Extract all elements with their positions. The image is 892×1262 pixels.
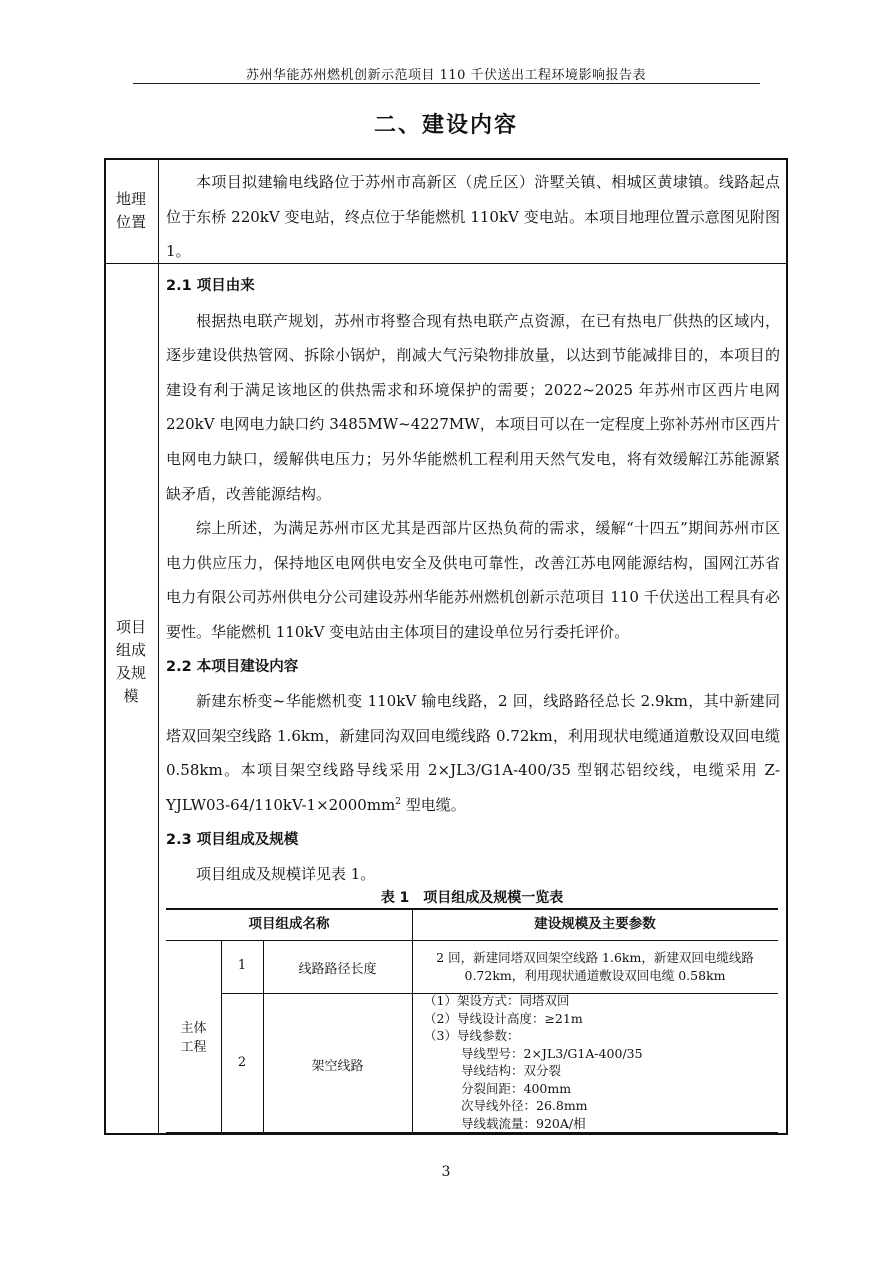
construction-text: 新建东桥变~华能燃机变 110kV 输电线路，2 回，线路路径总长 2.9km，其中新建同塔双回架空线路 1.6km，新建同沟双回电缆线路 0.72km，利用现状电缆通道敷设双回电缆 0.58km。本项目架空线路导线采用 2×JL3/G1A-400/35 型钢芯铝绞线，电缆采用 Z-YJLW03-64/110kV-1×2000mm bbox=[166, 692, 780, 814]
construction-text-tail: 型电缆。 bbox=[401, 795, 466, 814]
table-group-cell bbox=[166, 1019, 221, 1057]
geo-label-line: 位置 bbox=[115, 213, 146, 231]
table-bottom-rule bbox=[166, 1132, 778, 1133]
table-header-params: 建设规模及主要参数 bbox=[534, 916, 656, 932]
page-number: 3 bbox=[441, 1164, 451, 1180]
composition-label bbox=[104, 616, 158, 708]
composition-label-line: 模 bbox=[123, 687, 139, 705]
table-caption: 表 1 项目组成及规模一览表 bbox=[380, 890, 564, 906]
row-1-detail-line: 0.72km，利用现状通道敷设双回电缆 0.58km bbox=[464, 967, 726, 983]
row-1-detail-line: 2 回，新建同塔双回架空线路 1.6km，新建双回电缆线路 bbox=[436, 950, 754, 965]
label-column-separator bbox=[158, 158, 159, 1135]
paragraph-table-ref: 项目组成及规模详见表 1。 bbox=[196, 865, 376, 884]
row-2-detail-line: 导线型号：2×JL3/G1A-400/35 bbox=[461, 1045, 643, 1061]
geo-text-block bbox=[166, 165, 780, 269]
geo-paragraph: 本项目拟建输电线路位于苏州市高新区（虎丘区）浒墅关镇、相城区黄埭镇。线路起点位于东桥 220kV 变电站，终点位于华能燃机 110kV 变电站。本项目地理位置示意图见附图 1。 bbox=[166, 173, 780, 261]
geo-label bbox=[104, 188, 158, 234]
group-line: 主体 bbox=[180, 1021, 207, 1036]
table-header-name: 项目组成名称 bbox=[248, 916, 330, 932]
paragraph-origin: 根据热电联产规划，苏州市将整合现有热电联产点资源，在已有热电厂供热的区域内，逐步建设供热管网、拆除小锅炉，削减大气污染物排放量，以达到节能减排目的，本项目的建设有利于满足该地区的供热需求和环境保护的需要；2022~2025 年苏州市区西片电网 220kV 电网电力缺口约 3485MW~4227MW，本项目可以在一定程度上弥补苏州市区西片电网电力缺口，缓解供电压力；另外华能燃机工程利用天然气发电，将有效缓解江苏能源紧缺矛盾，改善能源结构。 bbox=[166, 311, 780, 503]
composition-label-line: 项目 bbox=[115, 618, 146, 636]
row-2-detail-line: 分裂间距：400mm bbox=[461, 1080, 572, 1096]
geo-label-line: 地理 bbox=[115, 190, 146, 208]
row-2-detail-line: 导线结构：双分裂 bbox=[461, 1063, 562, 1078]
row-2-number: 2 bbox=[237, 1055, 247, 1070]
composition-text-block bbox=[166, 269, 780, 892]
superscript-2: 2 bbox=[395, 796, 401, 807]
table-vline-detail bbox=[412, 908, 413, 1132]
row-2-detail-line: 导线载流量：920A/相 bbox=[461, 1115, 586, 1131]
row-2-detail bbox=[424, 992, 774, 1132]
row-1-name: 线路路径长度 bbox=[298, 962, 377, 977]
table-header-rule bbox=[166, 940, 778, 941]
heading-2-2: 2.2 本项目建设内容 bbox=[166, 658, 299, 675]
heading-2-3: 2.3 项目组成及规模 bbox=[166, 831, 299, 848]
row-2-detail-line: （3）导线参数： bbox=[424, 1028, 520, 1043]
group-line: 工程 bbox=[180, 1040, 207, 1055]
header-rule bbox=[133, 83, 760, 84]
heading-2-1: 2.1 项目由来 bbox=[166, 278, 255, 294]
paragraph-summary: 综上所述，为满足苏州市区尤其是西部片区热负荷的需求，缓解“十四五”期间苏州市区电力供应压力，保持地区电网供电安全及供电可靠性，改善江苏电网能源结构，国网江苏省电力有限公司苏州供电分公司建设苏州华能苏州燃机创新示范项目 110 千伏送出工程具有必要性。华能燃机 110kV 变电站由主体项目的建设单位另行委托评价。 bbox=[166, 519, 780, 641]
composition-label-line: 组成 bbox=[115, 641, 146, 659]
row-1-detail bbox=[412, 949, 778, 984]
row-2-name: 架空线路 bbox=[311, 1059, 364, 1074]
row-2-detail-line: 次导线外径：26.8mm bbox=[461, 1098, 588, 1113]
document-header: 苏州华能苏州燃机创新示范项目 110 千伏送出工程环境影响报告表 bbox=[245, 68, 647, 83]
row-1-number: 1 bbox=[237, 958, 247, 973]
section-title: 二、建设内容 bbox=[373, 113, 518, 138]
row-2-detail-line: （1）架设方式：同塔双回 bbox=[424, 993, 570, 1008]
row-2-detail-line: （2）导线设计高度：≥21m bbox=[424, 1010, 583, 1026]
paragraph-construction bbox=[166, 684, 780, 822]
composition-label-line: 及规 bbox=[115, 664, 146, 682]
